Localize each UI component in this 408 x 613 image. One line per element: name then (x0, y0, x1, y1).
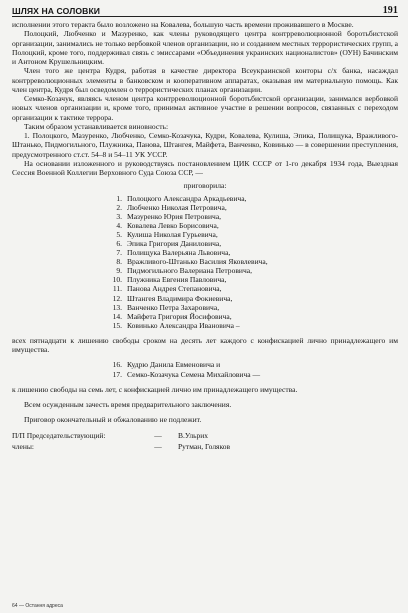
paragraph: к лишению свободы на семь лет, с конфискацией лично им принадлежащего имущества. (12, 384, 298, 394)
list-item-number: 10. (112, 275, 122, 285)
convicted-list-secondary (12, 360, 398, 378)
list-item-number: 16. (112, 360, 122, 370)
list-item-name: Кудрю Данила Евменовича и (127, 360, 221, 370)
paragraph: Семко-Козачук, являясь членом центра контрреволюционной боротьбистской организации, занимался вербовкой новых членов организации и, кроме того, принимал активное участие в решении вопросов, связанных с переходом организации к тактике террора. (12, 94, 398, 122)
list-item (104, 230, 398, 239)
list-item-number: 12. (112, 293, 122, 303)
list-item (104, 212, 398, 221)
list-item (104, 194, 398, 203)
list-item-number: 7. (116, 248, 122, 258)
list-item-name: Семко-Козачука Семена Михайловича — (127, 369, 261, 379)
list-item-name: Любченко Николая Петровича, (127, 202, 227, 212)
list-item-number: 2. (116, 202, 122, 212)
list-item-name: Полоцкого Александра Аркадьевича, (127, 193, 247, 203)
list-item (104, 248, 398, 257)
list-item (104, 266, 398, 275)
list-item-name: Пидмогильного Валериана Петровича, (127, 266, 252, 276)
list-item (104, 370, 398, 379)
list-item-number: 5. (116, 229, 122, 239)
list-item (104, 321, 398, 330)
paragraph: исполнении этого теракта было возложено на Ковалева, большую часть времени проживавшего в Москве. (12, 20, 354, 29)
list-item (104, 360, 398, 369)
list-item (104, 275, 398, 284)
list-item (104, 257, 398, 266)
sentenced-heading: приговорила: (183, 181, 227, 191)
list-item-name: Ковинько Александра Ивановича – (127, 320, 240, 330)
list-item-name: Вражливого-Штанько Василия Яковлевича, (127, 257, 268, 267)
list-item (104, 312, 398, 321)
list-item (104, 294, 398, 303)
paragraph: Всем осужденным зачесть время предварительного заключения. (24, 399, 232, 409)
list-item (104, 203, 398, 212)
page-footer: 64 — Остання адреса (12, 603, 63, 609)
signature-name: Рутман, Голяков (178, 442, 231, 452)
list-item-name: Майфета Григория Йосифовича, (127, 311, 232, 321)
header-title: ШЛЯХ НА СОЛОВКИ (12, 6, 101, 16)
paragraph: Таким образом устанавливается виновность: (24, 121, 169, 131)
list-item-number: 11. (112, 284, 122, 294)
paragraph: 1. Полоцкого, Мазуренко, Любченко, Семко-Козачука, Кудри, Ковалева, Кулиша, Эпика, Полищука, Вражливого-Штанько, Пидмогильного, Плужника, Панова, Штангея, Майфета, Ванченко, Ковинько — в совершении преступления, предусмотренного ст.ст. 54–8 и 54–11 УК УССР. (12, 131, 398, 159)
list-item-number: 6. (116, 238, 122, 248)
list-item-name: Панова Андрея Степановича, (127, 284, 222, 294)
paragraph: Приговор окончательный и обжалованию не подлежит. (24, 415, 202, 425)
list-item-name: Полищука Валерьяна Львовича, (127, 248, 231, 258)
list-item-name: Ковалева Левко Борисовича, (127, 220, 219, 230)
list-item (104, 284, 398, 293)
list-item-number: 17. (112, 369, 122, 379)
signature-row (12, 430, 398, 441)
list-item-number: 3. (116, 211, 122, 221)
list-item-number: 14. (112, 311, 122, 321)
list-item (104, 303, 398, 312)
list-item-number: 4. (116, 220, 122, 230)
list-item-number: 9. (116, 266, 122, 276)
list-item-name: Ванченко Петра Захаровича, (127, 302, 220, 312)
paragraph: Член того же центра Кудря, работая в качестве директора Всеукраинской конторы с/х банка, насаждал контрреволюционных элементы в банковском и кооперативном аппаратах, оказывая им материальную помощь. Как член центра, Кудря был осведомлен о террористических планах организации. (12, 66, 398, 94)
paragraph: всех пятнадцати к лишению свободы сроком на десять лет каждого с конфискацией лично принадлежащего им имущества. (12, 335, 398, 355)
signature-name: В.Ульрих (178, 431, 209, 441)
list-item-number: 1. (116, 193, 122, 203)
signature-dash: — (154, 431, 162, 441)
document-body (12, 20, 398, 452)
signature-role: П/П Председательствующий: (12, 431, 106, 441)
list-item-number: 15. (112, 320, 122, 330)
list-item-number: 8. (116, 257, 122, 267)
signature-row (12, 441, 398, 452)
signature-role: члены: (12, 442, 34, 452)
list-item (104, 239, 398, 248)
list-item-name: Эпика Григория Даниловича, (127, 238, 222, 248)
convicted-list (12, 194, 398, 330)
list-item-name: Кулиша Николая Гурьевича, (127, 229, 218, 239)
list-item-name: Штангея Владимира Фокиевича, (127, 293, 233, 303)
running-header (12, 0, 398, 17)
paragraph: Полоцкий, Любченко и Мазуренко, как члены руководящего центра контрреволюционной боротьбистской организации, занимались не только вербовкой членов организации, но и созданием местных террористических групп, а Полоцкий, кроме того, поддерживал связь с эмиссарами «Объединения украинских националистов» (ОУН) Бачинским и Антоном Крушельницким. (12, 29, 398, 66)
page-number: 191 (382, 5, 398, 16)
list-item-number: 13. (112, 302, 122, 312)
signature-dash: — (154, 442, 162, 452)
list-item-name: Плужника Евгения Павловича, (127, 275, 227, 285)
list-item (104, 221, 398, 230)
paragraph: На основании изложенного и руководствуясь постановлением ЦИК СССР от 1-го декабря 1934 года, Выездная Сессия Военной Коллегии Верховного Суда Союза ССР, — (12, 158, 398, 177)
signature-block (12, 430, 398, 452)
list-item-name: Мазуренко Юрия Петровича, (127, 211, 222, 221)
